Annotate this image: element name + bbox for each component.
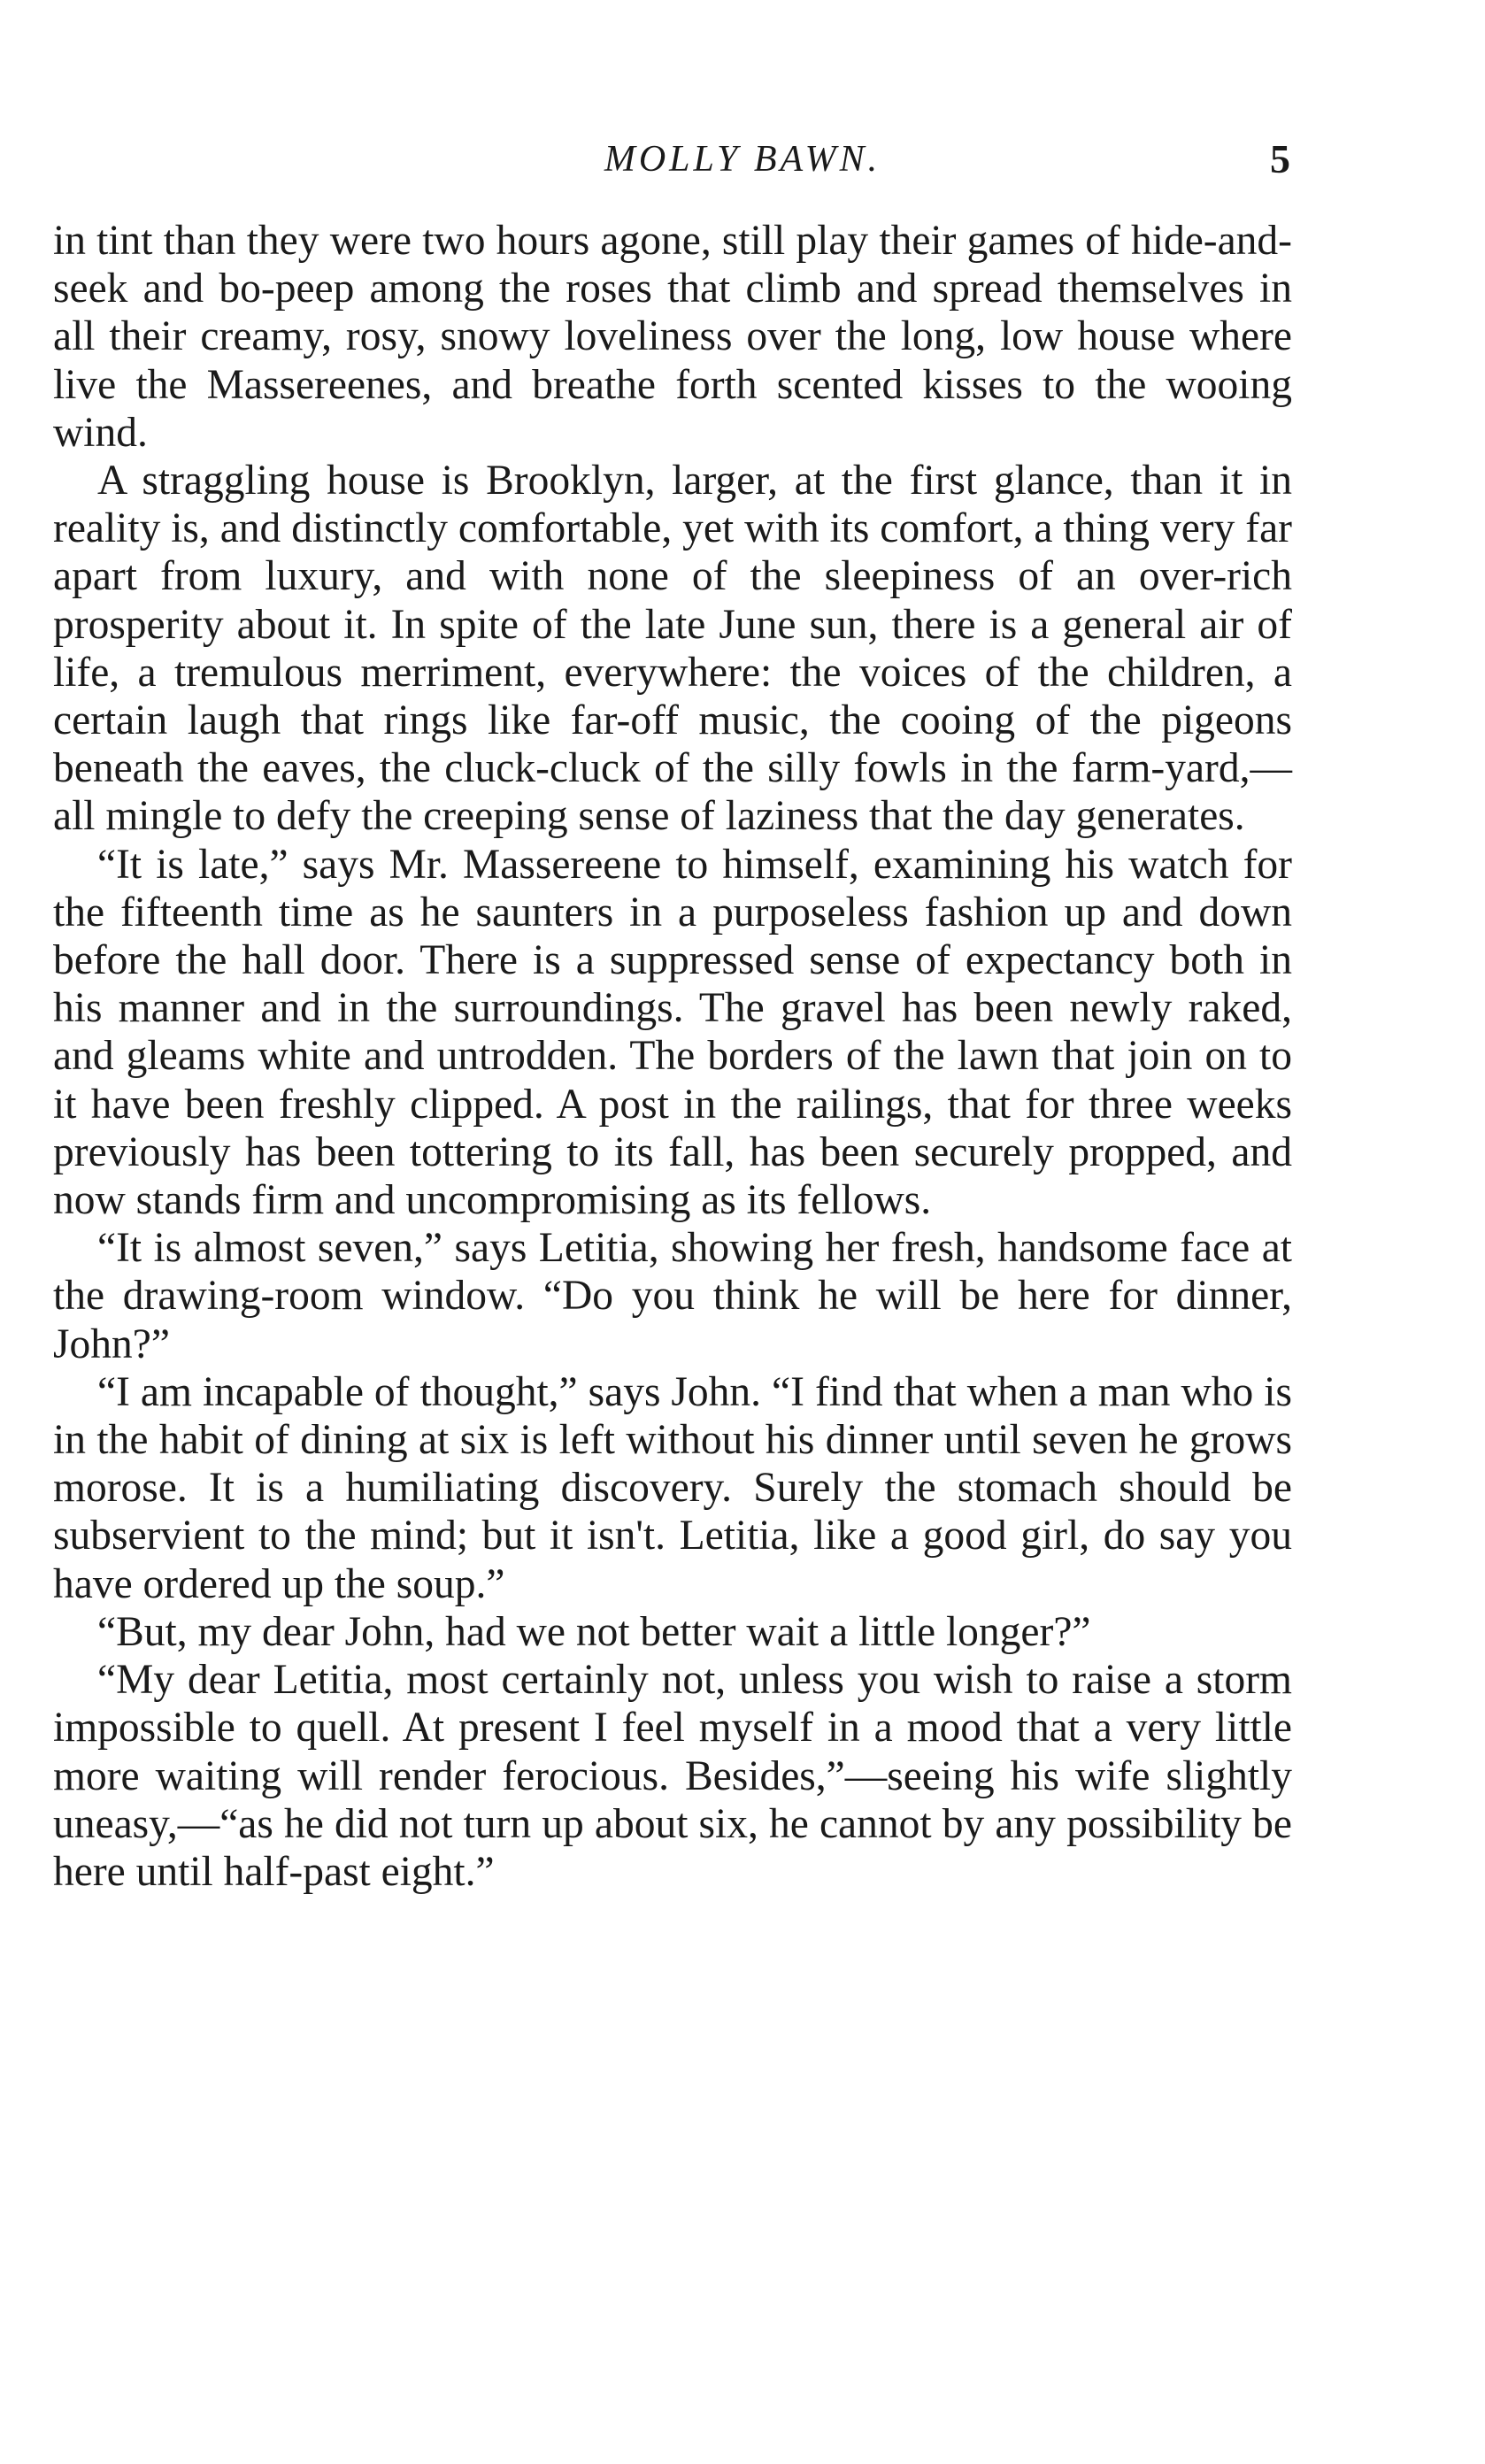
body-text: [53, 217, 1292, 1896]
paragraph-massereene: “It is late,” says Mr. Massereene to himself, examining his watch for the fifteenth time as he saunters in a purposeless fashion up and down before the hall door. There is a suppressed sense of expectancy both in his manner and in the surroundings. The gravel has been newly raked, and gleams white and untrodden. The borders of the lawn that join on to it have been freshly clipped. A post in the railings, that for three weeks previously has been tottering to its fall, has been securely propped, and now stands firm and uncompromising as its fellows.: [53, 841, 1292, 1224]
paragraph-continued: in tint than they were two hours agone, still play their games of hide-and-seek and bo-peep among the roses that climb and spread themselves in all their creamy, rosy, snowy loveliness over the long, low house where live the Massereenes, and breathe forth scented kisses to the wooing wind.: [53, 218, 1292, 456]
running-head: [0, 133, 1485, 186]
paragraph-letitia-wait: “But, my dear John, had we not better wait a little longer?”: [97, 1608, 1091, 1655]
paragraph-john-final: “My dear Letitia, most certainly not, unless you wish to raise a storm impossible to quell. At present I feel myself in a mood that a very little more waiting will render ferocious. Besides,”—seeing his wife slightly uneasy,—“as he did not turn up about six, he cannot by any possibility be here until half-past eight.”: [53, 1657, 1292, 1895]
paragraph-john-reply: “I am incapable of thought,” says John. “I find that when a man who is in the habit of dining at six is left without his dinner until seven he grows morose. It is a humiliating discovery. Surely the stomach should be subservient to the mind; but it isn't. Letitia, like a good girl, do say you have ordered up the soup.”: [53, 1368, 1292, 1607]
paragraph-letitia-question: “It is almost seven,” says Letitia, showing her fresh, handsome face at the drawing-room window. “Do you think he will be here for dinner, John?”: [53, 1225, 1292, 1367]
running-title: MOLLY BAWN.: [604, 139, 881, 180]
paragraph-brooklyn: A straggling house is Brooklyn, larger, at the first glance, than it in reality is, and distinctly comfortable, yet with its comfort, a thing very far apart from luxury, and with none of the sleepiness of an over-rich prosperity about it. In spite of the late June sun, there is a general air of life, a tremulous merriment, everywhere: the voices of the children, a certain laugh that rings like far-off music, the cooing of the pigeons beneath the eaves, the cluck-cluck of the silly fowls in the farm-yard,—all mingle to defy the creeping sense of laziness that the day generates.: [53, 458, 1292, 840]
page-number: 5: [1270, 136, 1290, 181]
